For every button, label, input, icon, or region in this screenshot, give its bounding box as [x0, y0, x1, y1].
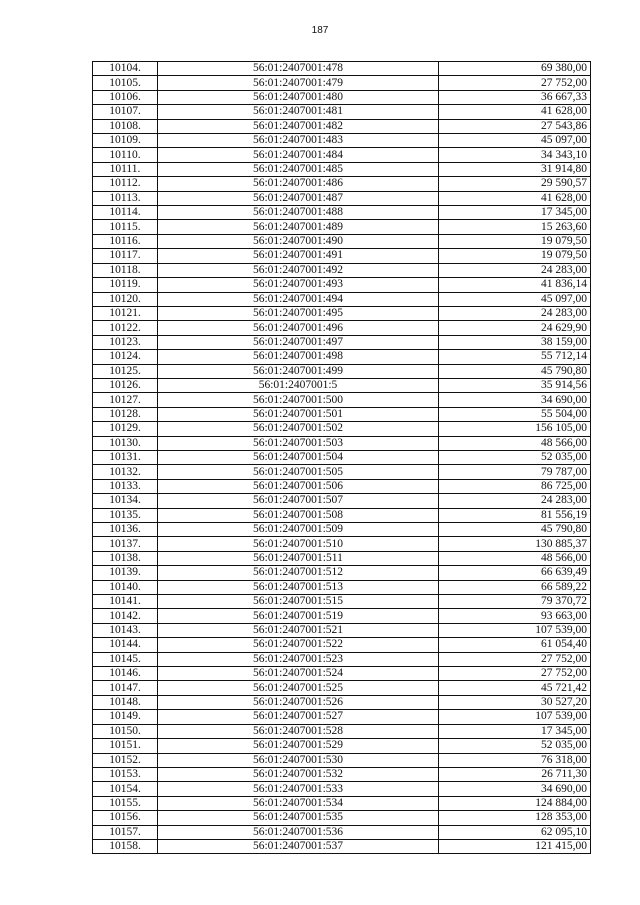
row-number-cell: 10109.: [93, 134, 158, 148]
cadastral-value-cell: 121 415,00: [439, 839, 591, 853]
cadastral-value-cell: 41 628,00: [439, 191, 591, 205]
cadastral-number-cell: 56:01:2407001:512: [158, 566, 439, 580]
cadastral-number-cell: 56:01:2407001:491: [158, 249, 439, 263]
cadastral-value-cell: 30 527,20: [439, 695, 591, 709]
row-number-cell: 10155.: [93, 796, 158, 810]
cadastral-value-cell: 81 556,19: [439, 508, 591, 522]
cadastral-number-cell: 56:01:2407001:532: [158, 767, 439, 781]
cadastral-value-cell: 66 589,22: [439, 580, 591, 594]
cadastral-value-cell: 93 663,00: [439, 609, 591, 623]
cadastral-value-cell: 55 504,00: [439, 407, 591, 421]
cadastral-number-cell: 56:01:2407001:530: [158, 753, 439, 767]
cadastral-value-cell: 34 343,10: [439, 148, 591, 162]
cadastral-value-cell: 61 054,40: [439, 638, 591, 652]
table-row: [93, 90, 591, 104]
table-row: [93, 119, 591, 133]
row-number-cell: 10116.: [93, 234, 158, 248]
table-row: [93, 220, 591, 234]
row-number-cell: 10139.: [93, 566, 158, 580]
cadastral-number-cell: 56:01:2407001:526: [158, 695, 439, 709]
row-number-cell: 10131.: [93, 450, 158, 464]
row-number-cell: 10122.: [93, 321, 158, 335]
cadastral-value-cell: 15 263,60: [439, 220, 591, 234]
row-number-cell: 10148.: [93, 695, 158, 709]
table-row: [93, 364, 591, 378]
table-row: [93, 695, 591, 709]
table-row: [93, 436, 591, 450]
cadastral-number-cell: 56:01:2407001:488: [158, 206, 439, 220]
table-row: [93, 479, 591, 493]
cadastral-number-cell: 56:01:2407001:534: [158, 796, 439, 810]
cadastral-value-cell: 29 590,57: [439, 177, 591, 191]
cadastral-number-cell: 56:01:2407001:489: [158, 220, 439, 234]
row-number-cell: 10121.: [93, 306, 158, 320]
row-number-cell: 10154.: [93, 782, 158, 796]
cadastral-number-cell: 56:01:2407001:503: [158, 436, 439, 450]
cadastral-value-cell: 48 566,00: [439, 551, 591, 565]
cadastral-number-cell: 56:01:2407001:537: [158, 839, 439, 853]
cadastral-number-cell: 56:01:2407001:508: [158, 508, 439, 522]
table-row: [93, 494, 591, 508]
table-row: [93, 580, 591, 594]
cadastral-number-cell: 56:01:2407001:481: [158, 105, 439, 119]
cadastral-value-cell: 34 690,00: [439, 393, 591, 407]
cadastral-value-cell: 34 690,00: [439, 782, 591, 796]
cadastral-value-cell: 128 353,00: [439, 811, 591, 825]
row-number-cell: 10143.: [93, 623, 158, 637]
cadastral-value-cell: 26 711,30: [439, 767, 591, 781]
cadastral-number-cell: 56:01:2407001:513: [158, 580, 439, 594]
cadastral-number-cell: 56:01:2407001:536: [158, 825, 439, 839]
row-number-cell: 10120.: [93, 292, 158, 306]
table-row: [93, 422, 591, 436]
cadastral-number-cell: 56:01:2407001:497: [158, 335, 439, 349]
cadastral-value-cell: 52 035,00: [439, 450, 591, 464]
row-number-cell: 10142.: [93, 609, 158, 623]
row-number-cell: 10132.: [93, 465, 158, 479]
table-row: [93, 162, 591, 176]
cadastral-number-cell: 56:01:2407001:498: [158, 350, 439, 364]
table-row: [93, 234, 591, 248]
row-number-cell: 10157.: [93, 825, 158, 839]
cadastral-number-cell: 56:01:2407001:500: [158, 393, 439, 407]
cadastral-value-cell: 24 283,00: [439, 306, 591, 320]
cadastral-number-cell: 56:01:2407001:523: [158, 652, 439, 666]
table-row: [93, 105, 591, 119]
row-number-cell: 10156.: [93, 811, 158, 825]
table-body: [93, 62, 591, 854]
cadastral-number-cell: 56:01:2407001:506: [158, 479, 439, 493]
row-number-cell: 10140.: [93, 580, 158, 594]
row-number-cell: 10137.: [93, 537, 158, 551]
cadastral-number-cell: 56:01:2407001:486: [158, 177, 439, 191]
row-number-cell: 10141.: [93, 595, 158, 609]
cadastral-number-cell: 56:01:2407001:492: [158, 263, 439, 277]
row-number-cell: 10105.: [93, 76, 158, 90]
table-row: [93, 278, 591, 292]
table-row: [93, 148, 591, 162]
cadastral-value-cell: 48 566,00: [439, 436, 591, 450]
cadastral-number-cell: 56:01:2407001:524: [158, 667, 439, 681]
table-row: [93, 206, 591, 220]
row-number-cell: 10151.: [93, 739, 158, 753]
cadastral-number-cell: 56:01:2407001:502: [158, 422, 439, 436]
cadastral-number-cell: 56:01:2407001:493: [158, 278, 439, 292]
table-row: [93, 566, 591, 580]
cadastral-value-cell: 69 380,00: [439, 62, 591, 76]
cadastral-value-cell: 24 283,00: [439, 494, 591, 508]
cadastral-value-cell: 107 539,00: [439, 623, 591, 637]
row-number-cell: 10133.: [93, 479, 158, 493]
table-row: [93, 407, 591, 421]
row-number-cell: 10110.: [93, 148, 158, 162]
row-number-cell: 10126.: [93, 378, 158, 392]
cadastral-value-cell: 45 790,80: [439, 364, 591, 378]
cadastral-value-cell: 35 914,56: [439, 378, 591, 392]
row-number-cell: 10108.: [93, 119, 158, 133]
cadastral-number-cell: 56:01:2407001:528: [158, 724, 439, 738]
table-row: [93, 523, 591, 537]
table-row: [93, 551, 591, 565]
row-number-cell: 10124.: [93, 350, 158, 364]
row-number-cell: 10150.: [93, 724, 158, 738]
cadastral-value-cell: 52 035,00: [439, 739, 591, 753]
table-row: [93, 450, 591, 464]
row-number-cell: 10118.: [93, 263, 158, 277]
cadastral-number-cell: 56:01:2407001:501: [158, 407, 439, 421]
cadastral-value-cell: 27 752,00: [439, 76, 591, 90]
table-row: [93, 134, 591, 148]
cadastral-value-cell: 17 345,00: [439, 724, 591, 738]
table-row: [93, 378, 591, 392]
row-number-cell: 10104.: [93, 62, 158, 76]
row-number-cell: 10158.: [93, 839, 158, 853]
cadastral-value-cell: 41 836,14: [439, 278, 591, 292]
row-number-cell: 10149.: [93, 710, 158, 724]
cadastral-number-cell: 56:01:2407001:505: [158, 465, 439, 479]
cadastral-value-cell: 31 914,80: [439, 162, 591, 176]
cadastral-number-cell: 56:01:2407001:482: [158, 119, 439, 133]
cadastral-value-cell: 107 539,00: [439, 710, 591, 724]
table-row: [93, 811, 591, 825]
table-row: [93, 62, 591, 76]
row-number-cell: 10113.: [93, 191, 158, 205]
row-number-cell: 10134.: [93, 494, 158, 508]
cadastral-value-cell: 24 283,00: [439, 263, 591, 277]
cadastral-value-cell: 55 712,14: [439, 350, 591, 364]
cadastral-number-cell: 56:01:2407001:511: [158, 551, 439, 565]
cadastral-number-cell: 56:01:2407001:499: [158, 364, 439, 378]
table-row: [93, 753, 591, 767]
table-row: [93, 825, 591, 839]
cadastral-value-cell: 38 159,00: [439, 335, 591, 349]
cadastral-number-cell: 56:01:2407001:490: [158, 234, 439, 248]
cadastral-number-cell: 56:01:2407001:480: [158, 90, 439, 104]
cadastral-value-cell: 27 752,00: [439, 652, 591, 666]
table-row: [93, 465, 591, 479]
table-row: [93, 335, 591, 349]
row-number-cell: 10111.: [93, 162, 158, 176]
cadastral-number-cell: 56:01:2407001:533: [158, 782, 439, 796]
cadastral-number-cell: 56:01:2407001:495: [158, 306, 439, 320]
cadastral-value-table: [92, 61, 591, 854]
cadastral-value-cell: 19 079,50: [439, 234, 591, 248]
row-number-cell: 10115.: [93, 220, 158, 234]
table-row: [93, 508, 591, 522]
cadastral-value-cell: 86 725,00: [439, 479, 591, 493]
row-number-cell: 10106.: [93, 90, 158, 104]
row-number-cell: 10152.: [93, 753, 158, 767]
row-number-cell: 10127.: [93, 393, 158, 407]
table-row: [93, 767, 591, 781]
table-row: [93, 796, 591, 810]
row-number-cell: 10136.: [93, 523, 158, 537]
cadastral-number-cell: 56:01:2407001:529: [158, 739, 439, 753]
table-row: [93, 249, 591, 263]
cadastral-number-cell: 56:01:2407001:527: [158, 710, 439, 724]
row-number-cell: 10117.: [93, 249, 158, 263]
cadastral-value-cell: 79 787,00: [439, 465, 591, 479]
cadastral-number-cell: 56:01:2407001:525: [158, 681, 439, 695]
cadastral-number-cell: 56:01:2407001:504: [158, 450, 439, 464]
row-number-cell: 10146.: [93, 667, 158, 681]
table-row: [93, 638, 591, 652]
table-row: [93, 76, 591, 90]
cadastral-value-cell: 62 095,10: [439, 825, 591, 839]
table-row: [93, 652, 591, 666]
table-row: [93, 350, 591, 364]
cadastral-number-cell: 56:01:2407001:510: [158, 537, 439, 551]
cadastral-value-cell: 41 628,00: [439, 105, 591, 119]
cadastral-value-cell: 19 079,50: [439, 249, 591, 263]
cadastral-value-cell: 79 370,72: [439, 595, 591, 609]
row-number-cell: 10145.: [93, 652, 158, 666]
cadastral-value-cell: 27 752,00: [439, 667, 591, 681]
cadastral-value-cell: 156 105,00: [439, 422, 591, 436]
row-number-cell: 10114.: [93, 206, 158, 220]
cadastral-value-cell: 36 667,33: [439, 90, 591, 104]
cadastral-number-cell: 56:01:2407001:484: [158, 148, 439, 162]
cadastral-value-cell: 124 884,00: [439, 796, 591, 810]
table-row: [93, 739, 591, 753]
table-row: [93, 306, 591, 320]
cadastral-number-cell: 56:01:2407001:521: [158, 623, 439, 637]
row-number-cell: 10147.: [93, 681, 158, 695]
row-number-cell: 10138.: [93, 551, 158, 565]
cadastral-value-cell: 130 885,37: [439, 537, 591, 551]
cadastral-value-cell: 27 543,86: [439, 119, 591, 133]
cadastral-value-cell: 24 629,90: [439, 321, 591, 335]
cadastral-value-cell: 66 639,49: [439, 566, 591, 580]
cadastral-number-cell: 56:01:2407001:5: [158, 378, 439, 392]
row-number-cell: 10153.: [93, 767, 158, 781]
table-row: [93, 321, 591, 335]
table-row: [93, 609, 591, 623]
table-row: [93, 839, 591, 853]
cadastral-number-cell: 56:01:2407001:494: [158, 292, 439, 306]
row-number-cell: 10129.: [93, 422, 158, 436]
table-row: [93, 537, 591, 551]
cadastral-number-cell: 56:01:2407001:487: [158, 191, 439, 205]
cadastral-number-cell: 56:01:2407001:483: [158, 134, 439, 148]
row-number-cell: 10119.: [93, 278, 158, 292]
row-number-cell: 10112.: [93, 177, 158, 191]
cadastral-number-cell: 56:01:2407001:535: [158, 811, 439, 825]
table-row: [93, 292, 591, 306]
cadastral-value-cell: 45 721,42: [439, 681, 591, 695]
table-row: [93, 177, 591, 191]
cadastral-number-cell: 56:01:2407001:479: [158, 76, 439, 90]
cadastral-number-cell: 56:01:2407001:509: [158, 523, 439, 537]
cadastral-value-cell: 76 318,00: [439, 753, 591, 767]
table-row: [93, 782, 591, 796]
row-number-cell: 10107.: [93, 105, 158, 119]
table-row: [93, 595, 591, 609]
row-number-cell: 10135.: [93, 508, 158, 522]
table-row: [93, 710, 591, 724]
table-row: [93, 724, 591, 738]
cadastral-number-cell: 56:01:2407001:507: [158, 494, 439, 508]
table-row: [93, 191, 591, 205]
cadastral-number-cell: 56:01:2407001:496: [158, 321, 439, 335]
table-row: [93, 667, 591, 681]
cadastral-value-cell: 17 345,00: [439, 206, 591, 220]
cadastral-number-cell: 56:01:2407001:519: [158, 609, 439, 623]
page-number: 187: [311, 25, 329, 36]
row-number-cell: 10123.: [93, 335, 158, 349]
cadastral-number-cell: 56:01:2407001:478: [158, 62, 439, 76]
table-row: [93, 681, 591, 695]
table-row: [93, 623, 591, 637]
row-number-cell: 10130.: [93, 436, 158, 450]
row-number-cell: 10125.: [93, 364, 158, 378]
cadastral-value-cell: 45 097,00: [439, 292, 591, 306]
table-row: [93, 263, 591, 277]
row-number-cell: 10128.: [93, 407, 158, 421]
cadastral-number-cell: 56:01:2407001:485: [158, 162, 439, 176]
cadastral-number-cell: 56:01:2407001:522: [158, 638, 439, 652]
cadastral-value-cell: 45 790,80: [439, 523, 591, 537]
table-row: [93, 393, 591, 407]
row-number-cell: 10144.: [93, 638, 158, 652]
cadastral-value-cell: 45 097,00: [439, 134, 591, 148]
cadastral-number-cell: 56:01:2407001:515: [158, 595, 439, 609]
